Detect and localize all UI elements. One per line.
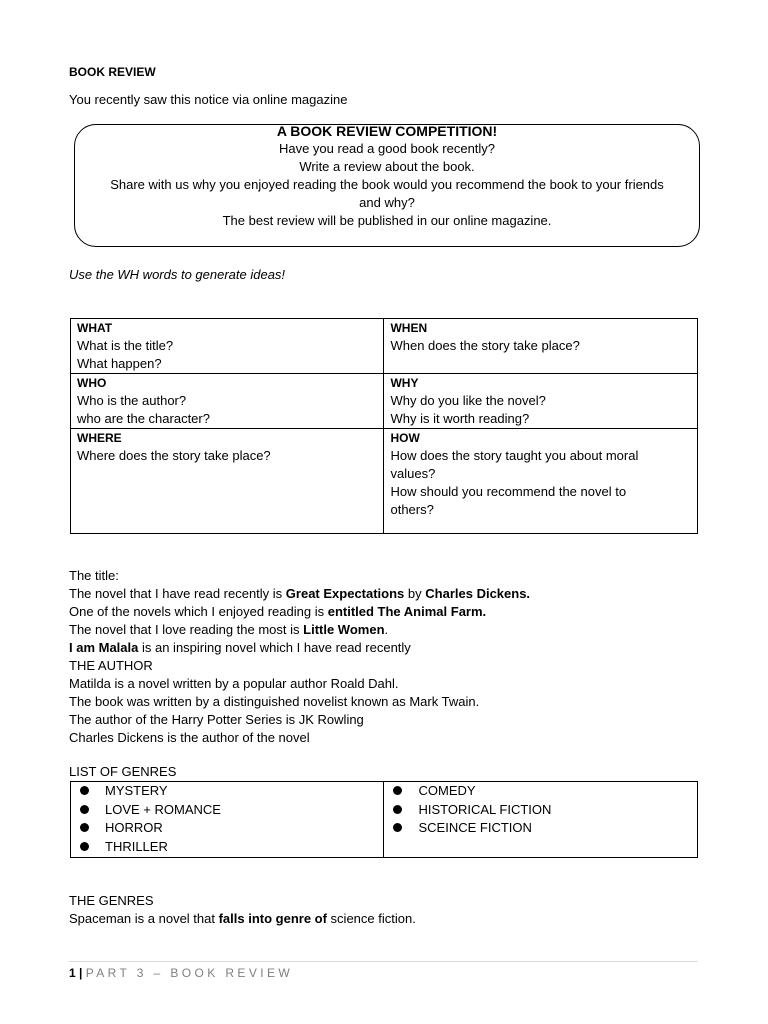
genre-item: [387, 819, 697, 838]
wh-cell-who: [71, 374, 384, 429]
text-run: The novel that I love reading the most is: [69, 622, 304, 637]
title-example-2: [69, 603, 530, 621]
title-example-4: [69, 639, 530, 657]
book-title: entitled The Animal Farm.: [327, 604, 487, 619]
wh-how-head: HOW: [390, 431, 420, 445]
author-example-3: The author of the Harry Potter Series is JK Rowling: [69, 712, 364, 727]
genre-item: [74, 819, 383, 838]
text-run: .: [384, 622, 389, 637]
genre-example: [69, 910, 416, 928]
genre-label: SCEINCE FICTION: [418, 820, 532, 835]
title-label: The title:: [69, 568, 119, 583]
bullet-icon: [80, 823, 89, 832]
author-example-1: Matilda is a novel written by a popular author Roald Dahl.: [69, 676, 399, 691]
wh-how-line: others?: [390, 502, 434, 517]
genre-label: THRILLER: [105, 838, 168, 854]
title-example-3: [69, 621, 530, 639]
bullet-icon: [80, 842, 89, 851]
genres-section: [69, 892, 416, 928]
text-run: is an inspiring novel which I have read recently: [138, 640, 411, 655]
wh-who-line: Who is the author?: [77, 393, 187, 408]
wh-when-line: When does the story take place?: [390, 338, 580, 353]
bullet-icon: [393, 786, 402, 795]
genres-list-label: LIST OF GENRES: [69, 764, 177, 779]
wh-cell-when: [384, 319, 698, 374]
notice-line-5: The best review will be published in our online magazine.: [222, 213, 552, 228]
wh-who-line: who are the character?: [77, 411, 210, 426]
author-example-2: The book was written by a distinguished novelist known as Mark Twain.: [69, 694, 480, 709]
genre-label: MYSTERY: [105, 783, 168, 798]
document-heading: BOOK REVIEW: [69, 65, 156, 79]
footer-separator: |: [75, 966, 86, 980]
genre-item: [387, 782, 697, 801]
notice-line-2: Write a review about the book.: [299, 159, 475, 174]
wh-what-line: What is the title?: [77, 338, 174, 353]
wh-cell-how: [384, 429, 698, 534]
wh-how-line: How does the story taught you about moral: [390, 448, 639, 463]
wh-where-head: WHERE: [77, 431, 122, 445]
page-footer: [69, 964, 293, 982]
genre-label: LOVE + ROMANCE: [105, 801, 221, 817]
genres-label: THE GENRES: [69, 893, 154, 908]
wh-why-line: Why do you like the novel?: [390, 393, 546, 408]
hint-text: Use the WH words to generate ideas!: [69, 267, 286, 282]
book-title: Great Expectations: [285, 586, 405, 601]
bullet-icon: [393, 805, 402, 814]
bullet-icon: [80, 805, 89, 814]
wh-table: [70, 318, 698, 534]
text-run: science fiction.: [326, 911, 416, 926]
examples-section: [69, 567, 530, 747]
wh-cell-what: [71, 319, 384, 374]
wh-cell-why: [384, 374, 698, 429]
book-title: I am Malala: [69, 640, 139, 655]
genre-item: [74, 801, 383, 820]
wh-why-head: WHY: [390, 376, 419, 390]
text-run: by: [404, 586, 426, 601]
genres-table: [70, 781, 698, 858]
wh-where-line: Where does the story take place?: [77, 448, 271, 463]
notice-title: A BOOK REVIEW COMPETITION!: [276, 123, 498, 139]
wh-when-head: WHEN: [390, 321, 428, 335]
text-run: The novel that I have read recently is: [69, 586, 286, 601]
text-run: Spaceman is a novel that: [69, 911, 219, 926]
wh-who-head: WHO: [77, 376, 107, 390]
notice-line-3: Share with us why you enjoyed reading the book would you recommend the book to your friends: [110, 177, 664, 192]
genre-label: COMEDY: [418, 783, 476, 798]
author-name: Charles Dickens.: [425, 586, 531, 601]
title-example-1: [69, 585, 530, 603]
notice-line-4: and why?: [359, 195, 415, 210]
author-label: THE AUTHOR: [69, 658, 153, 673]
wh-what-head: WHAT: [77, 321, 113, 335]
genres-right-column: [384, 782, 698, 858]
wh-cell-where: [71, 429, 384, 534]
text-run: One of the novels which I enjoyed reading is: [69, 604, 328, 619]
genre-item: [74, 838, 383, 857]
genre-item: [387, 801, 697, 820]
genres-left-column: [71, 782, 384, 858]
bullet-icon: [80, 786, 89, 795]
book-title: Little Women: [303, 622, 385, 637]
footer-divider: [69, 961, 698, 962]
wh-how-line: How should you recommend the novel to: [390, 484, 627, 499]
notice-line-1: Have you read a good book recently?: [278, 141, 496, 156]
author-example-4: Charles Dickens is the author of the novel: [69, 730, 310, 745]
notice-box: [74, 124, 700, 247]
wh-why-line: Why is it worth reading?: [390, 411, 530, 426]
genre-label: HISTORICAL FICTION: [418, 801, 552, 817]
wh-how-line: values?: [390, 466, 436, 481]
key-phrase: falls into genre of: [218, 911, 327, 926]
genre-label: HORROR: [105, 820, 163, 835]
genre-item: [74, 782, 383, 801]
bullet-icon: [393, 823, 402, 832]
intro-text: You recently saw this notice via online magazine: [69, 92, 348, 107]
page-number: 1: [69, 966, 76, 980]
wh-what-line: What happen?: [77, 356, 162, 371]
footer-text: PART 3 – BOOK REVIEW: [85, 966, 294, 980]
